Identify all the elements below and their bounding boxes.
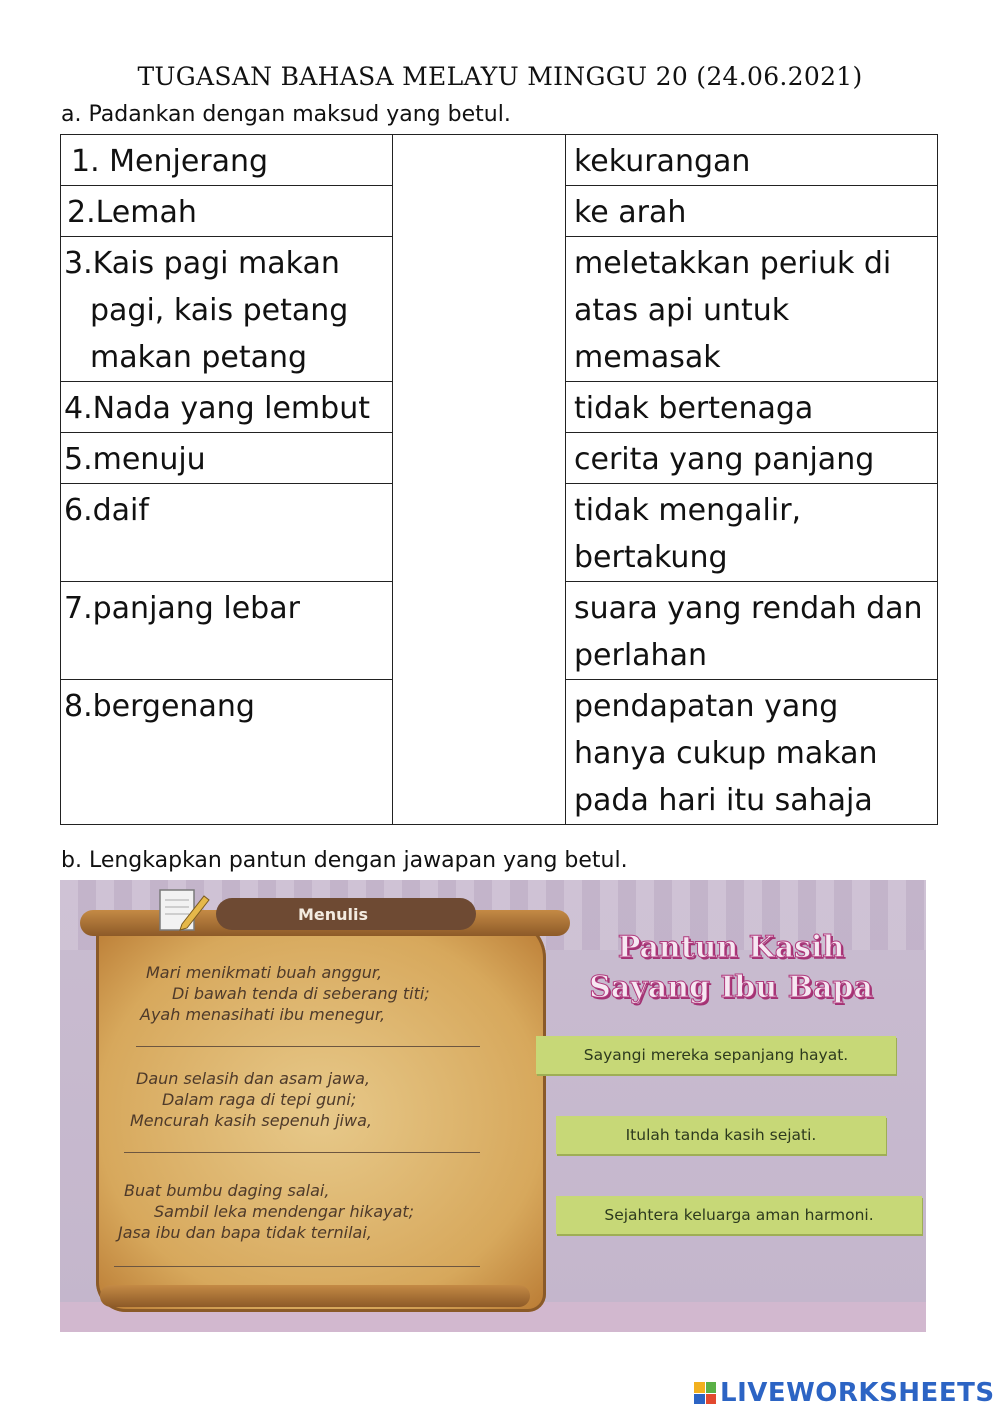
meaning-cell [566, 186, 938, 237]
meaning-8-line-3: pada hari itu sahaja [574, 783, 873, 818]
meaning-cell [566, 582, 938, 680]
instruction-b: b. Lengkapkan pantun dengan jawapan yang betul. [61, 848, 628, 873]
answer-option-3-label: Sejahtera keluarga aman harmoni. [604, 1206, 874, 1224]
verse-2-line-1: Daun selasih dan asam jawa, [136, 1069, 370, 1088]
term-cell [61, 433, 393, 484]
verse-2-line-2: Dalam raga di tepi guni; [162, 1090, 357, 1109]
verse-1-line-2: Di bawah tenda di seberang titi; [172, 984, 430, 1003]
answer-option-2-label: Itulah tanda kasih sejati. [625, 1126, 817, 1144]
term-3-line-1: 3.Kais pagi makan [64, 246, 340, 281]
meaning-6-line-2: bertakung [574, 540, 728, 575]
meaning-cell [566, 433, 938, 484]
verse-3-line-2: Sambil leka mendengar hikayat; [154, 1202, 415, 1221]
term-6: 6.daif [64, 493, 149, 528]
meaning-5: cerita yang panjang [574, 442, 875, 477]
pantun-picture [60, 880, 926, 1332]
meaning-4: tidak bertenaga [574, 391, 814, 426]
meaning-3-line-1: meletakkan periuk di [574, 246, 892, 281]
liveworksheets-logo [694, 1378, 995, 1408]
meaning-7-line-1: suara yang rendah dan [574, 591, 923, 626]
meaning-6-line-1: tidak mengalir, [574, 493, 802, 528]
answer-blank-1[interactable] [136, 1046, 480, 1047]
matching-gap[interactable] [393, 135, 566, 825]
meaning-cell [566, 135, 938, 186]
term-cell [61, 680, 393, 825]
verse-1-line-1: Mari menikmati buah anggur, [146, 963, 383, 982]
meaning-cell [566, 382, 938, 433]
pantun-title-line-1: Pantun Kasih [617, 930, 845, 965]
pencil-icon [156, 884, 212, 934]
term-cell [61, 484, 393, 582]
meaning-2: ke arah [574, 195, 687, 230]
answer-option-1[interactable] [536, 1036, 896, 1074]
logo-text: LIVEWORKSHEETS [720, 1378, 995, 1408]
answer-blank-3[interactable] [114, 1266, 480, 1267]
term-7: 7.panjang lebar [64, 591, 300, 626]
scroll-roll-bottom [100, 1285, 530, 1307]
meaning-1: kekurangan [574, 144, 751, 179]
answer-option-3[interactable] [556, 1196, 922, 1234]
verse-3-line-1: Buat bumbu daging salai, [124, 1181, 330, 1200]
term-cell [61, 186, 393, 237]
term-3-line-2: pagi, kais petang [90, 293, 349, 328]
meaning-cell [566, 237, 938, 382]
verse-1-line-3: Ayah menasihati ibu menegur, [140, 1005, 386, 1024]
answer-option-1-label: Sayangi mereka sepanjang hayat. [583, 1046, 849, 1064]
term-4: 4.Nada yang lembut [64, 391, 370, 426]
term-2: 2.Lemah [67, 195, 197, 230]
verse-1 [140, 962, 430, 1025]
verse-2 [130, 1068, 372, 1131]
page-title: TUGASAN BAHASA MELAYU MINGGU 20 (24.06.2021) [137, 62, 863, 91]
pantun-title [536, 928, 926, 1008]
meaning-7-line-2: perlahan [574, 638, 707, 673]
logo-mark-icon [694, 1382, 716, 1404]
answer-option-2[interactable] [556, 1116, 886, 1154]
menulis-label: Menulis [298, 904, 369, 924]
verse-3 [118, 1180, 415, 1243]
term-8: 8.bergenang [64, 689, 255, 724]
pantun-title-line-2: Sayang Ibu Bapa [589, 970, 873, 1005]
meaning-cell [566, 680, 938, 825]
term-cell [61, 135, 393, 186]
term-5: 5.menuju [64, 442, 206, 477]
term-cell [61, 382, 393, 433]
meaning-cell [566, 484, 938, 582]
answer-blank-2[interactable] [124, 1152, 480, 1153]
meaning-3-line-3: memasak [574, 340, 721, 375]
verse-2-line-3: Mencurah kasih sepenuh jiwa, [130, 1111, 372, 1130]
instruction-a: a. Padankan dengan maksud yang betul. [61, 102, 511, 127]
meaning-8-line-1: pendapatan yang [574, 689, 839, 724]
term-1: 1. Menjerang [71, 144, 269, 179]
meaning-3-line-2: atas api untuk [574, 293, 790, 328]
term-3-line-3: makan petang [90, 340, 308, 375]
matching-table [60, 134, 938, 825]
term-cell [61, 582, 393, 680]
verse-3-line-3: Jasa ibu dan bapa tidak ternilai, [118, 1223, 372, 1242]
meaning-8-line-2: hanya cukup makan [574, 736, 878, 771]
term-cell [61, 237, 393, 382]
menulis-banner [216, 898, 476, 930]
